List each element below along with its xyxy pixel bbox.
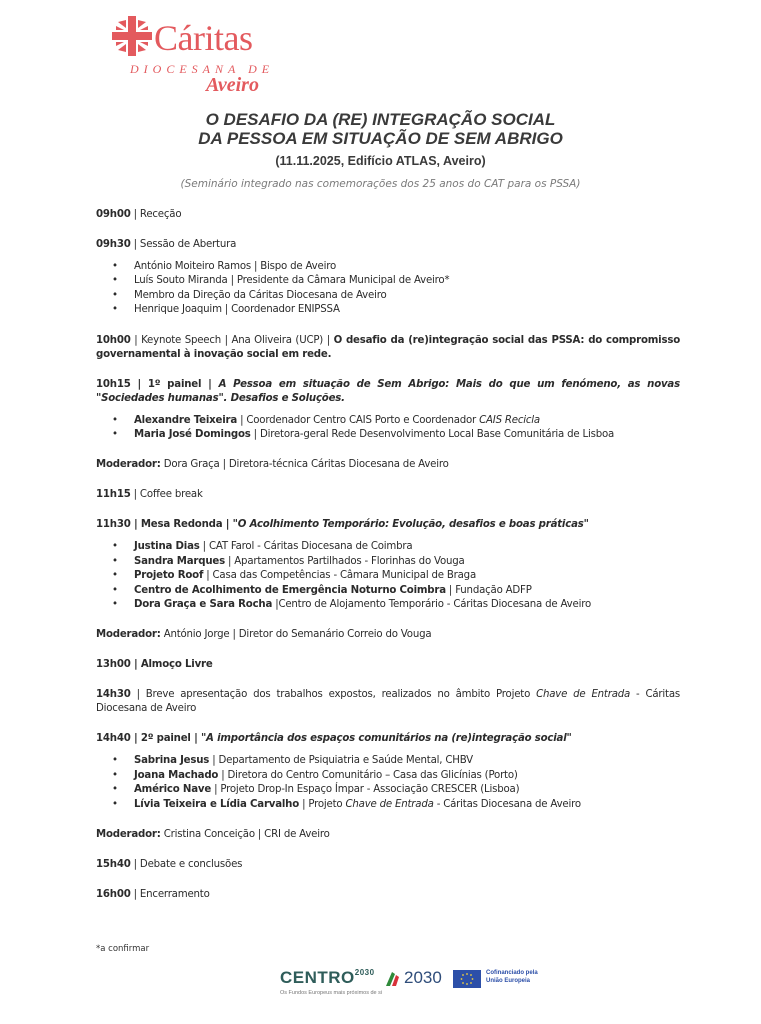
title-line-2: DA PESSOA EM SITUAÇÃO DE SEM ABRIGO xyxy=(198,129,563,148)
list-item: • Justina Dias | CAT Farol - Cáritas Diocesana de Coimbra xyxy=(134,540,680,554)
program-item-coffee: 11h15 | Coffee break xyxy=(96,489,203,501)
program-item-reception: 09h00 | Receção xyxy=(96,209,182,220)
speaker-role: Centro de Alojamento Temporário - Cáritas Diocesana de Aveiro xyxy=(278,599,592,611)
eu-flag-icon xyxy=(453,970,481,988)
list-item: • António Moiteiro Ramos | Bispo de Aveiro xyxy=(134,260,680,274)
caritas-logo xyxy=(110,12,275,96)
logo-city: Aveiro xyxy=(206,74,259,96)
eu-line-2: União Europeia xyxy=(486,978,531,984)
speaker-name: Projeto Roof xyxy=(134,570,204,582)
eu-cofinanced-text xyxy=(486,969,538,985)
list-item: • Luís Souto Miranda | Presidente da Câmara Municipal de Aveiro* xyxy=(134,274,680,288)
list-item: • Centro de Acolhimento de Emergência Noturno Coimbra | Fundação ADFP xyxy=(134,584,680,598)
program xyxy=(96,208,680,918)
item-text: Coffee break xyxy=(139,489,203,501)
time: 14h30 xyxy=(96,689,131,701)
panel-1-moderator xyxy=(96,458,680,472)
program-item-closing: 16h00 | Encerramento xyxy=(96,889,210,901)
speaker-name: Sabrina Jesus xyxy=(134,755,210,767)
speaker-name: Lívia Teixeira e Lídia Carvalho xyxy=(134,798,300,810)
time: 09h30 xyxy=(96,239,131,250)
time: 09h00 xyxy=(96,209,131,220)
portugal-2030-icon xyxy=(384,970,402,988)
opening-speakers xyxy=(96,260,680,318)
round-table-speakers xyxy=(96,540,680,612)
speaker-role: Diretora-geral Rede Desenvolvimento Local Base Comunitária de Lisboa xyxy=(259,429,615,441)
footnote: *a confirmar xyxy=(96,944,150,954)
centro-text: CENTRO xyxy=(280,968,355,987)
centro-tagline: Os Fundos Europeus mais próximos de si xyxy=(280,990,383,996)
moderator-name: António Jorge | Diretor do Semanário Correio do Vouga xyxy=(163,629,432,641)
speaker-role: Fundação ADFP xyxy=(455,584,532,596)
item-text: Sessão de Abertura xyxy=(139,239,237,250)
time: 16h00 xyxy=(96,889,131,901)
program-item-panel-2: 14h40 | 2º painel | "A importância dos espaços comunitários na (re)integração social" xyxy=(96,733,572,745)
moderator-label: Moderador: xyxy=(96,629,161,641)
list-item: • Projeto Roof | Casa das Competências - Câmara Municipal de Braga xyxy=(134,569,680,583)
speaker-name: Américo Nave xyxy=(134,784,212,796)
moderator-label: Moderador: xyxy=(96,829,161,841)
time: 15h40 xyxy=(96,859,131,871)
logo-name: Cáritas xyxy=(154,18,253,58)
time: 10h15 xyxy=(96,378,131,390)
panel-title: A Pessoa em situação de Sem Abrigo: Mais do que um fenómeno, as novas "Sociedades humanas". Desafios e Soluções. xyxy=(96,378,680,404)
moderator-name: Cristina Conceição | CRI de Aveiro xyxy=(163,829,330,841)
speaker-name: Dora Graça e Sara Rocha xyxy=(134,599,273,611)
list-item: • Lívia Teixeira e Lídia Carvalho | Projeto Chave de Entrada - Cáritas Diocesana de Aveiro xyxy=(134,798,680,812)
list-item: • Américo Nave | Projeto Drop-In Espaço Ímpar - Associação CRESCER (Lisboa) xyxy=(134,783,680,797)
time: 10h00 xyxy=(96,334,131,346)
time: 11h15 xyxy=(96,489,131,501)
title-line-1: O DESAFIO DA (RE) INTEGRAÇÃO SOCIAL xyxy=(205,110,556,129)
item-text: Encerramento xyxy=(139,889,210,901)
panel-2-moderator xyxy=(96,828,680,842)
panel-1-speakers xyxy=(96,414,680,443)
list-item: • Henrique Joaquim | Coordenador ENIPSSA xyxy=(134,303,680,317)
date-place: (11.11.2025, Edifício ATLAS, Aveiro) xyxy=(275,154,486,168)
moderator-name: Dora Graça | Diretora-técnica Cáritas Diocesana de Aveiro xyxy=(163,459,449,471)
project-name: Chave de Entrada xyxy=(536,689,631,701)
speaker-role: Apartamentos Partilhados - Florinhas do Vouga xyxy=(234,555,465,567)
panel-2-speakers xyxy=(96,754,680,812)
list-item: • Dora Graça e Sara Rocha |Centro de Alojamento Temporário - Cáritas Diocesana de Aveiro xyxy=(134,598,680,612)
list-item: • Maria José Domingos | Diretora-geral Rede Desenvolvimento Local Base Comunitária de Lisboa xyxy=(134,428,680,442)
time: 14h40 xyxy=(96,733,131,745)
panel-label: 2º painel | xyxy=(140,733,198,745)
speaker-name: Maria José Domingos xyxy=(134,429,251,441)
eu-line-1: Cofinanciado pela xyxy=(486,970,538,976)
list-item: • Sandra Marques | Apartamentos Partilhados - Florinhas do Vouga xyxy=(134,555,680,569)
round-table-moderator xyxy=(96,628,680,642)
item-text-2: - Cáritas Diocesana de Aveiro xyxy=(96,689,681,715)
moderator-label: Moderador: xyxy=(96,459,161,471)
caritas-cross-icon xyxy=(110,14,154,58)
keynote-title: O desafio da (re)integração social das PSSA: do compromisso governamental à inovação social em rede. xyxy=(96,334,681,360)
time: 11h30 xyxy=(96,519,131,531)
speaker-role-italic: CAIS Recicla xyxy=(479,414,540,426)
item-text: Almoço Livre xyxy=(140,659,213,671)
panel-title: "A importância dos espaços comunitários na (re)integração social" xyxy=(200,733,572,745)
item-text: Receção xyxy=(139,209,182,220)
item-text: Breve apresentação dos trabalhos expostos, realizados no âmbito Projeto xyxy=(145,689,531,701)
program-item-opening: 09h30 | Sessão de Abertura xyxy=(96,239,237,250)
portugal-2030-text: 2030 xyxy=(404,968,442,987)
list-item: • Sabrina Jesus | Departamento de Psiquiatria e Saúde Mental, CHBV xyxy=(134,754,680,768)
speaker-name: Alexandre Teixeira xyxy=(134,414,238,426)
funding-logos xyxy=(280,966,580,1006)
centro-year: 2030 xyxy=(354,968,375,977)
centro-2030-logo xyxy=(280,968,375,988)
speaker-role: Departamento de Psiquiatria e Saúde Mental, CHBV xyxy=(218,755,473,767)
list-item: • Joana Machado | Diretora do Centro Comunitário – Casa das Glicínias (Porto) xyxy=(134,769,680,783)
logo-subtitle: DIOCESANA DE xyxy=(130,62,275,76)
seminar-note: (Seminário integrado nas comemorações dos 25 anos do CAT para os PSSA) xyxy=(180,178,581,190)
speaker-role: CAT Farol - Cáritas Diocesana de Coimbra xyxy=(208,541,413,553)
item-text: Debate e conclusões xyxy=(139,859,243,871)
speaker-name: Justina Dias xyxy=(134,541,200,553)
speaker-name: Joana Machado xyxy=(134,769,219,781)
panel-label: 1º painel | xyxy=(147,378,212,390)
speaker-role: Projeto Drop-In Espaço Ímpar - Associação CRESCER (Lisboa) xyxy=(220,784,520,796)
program-item-round-table: 11h30 | Mesa Redonda | "O Acolhimento Temporário: Evolução, desafios e boas práticas" xyxy=(96,519,589,531)
panel-title: "O Acolhimento Temporário: Evolução, desafios e boas práticas" xyxy=(232,519,589,531)
speaker-name: Centro de Acolhimento de Emergência Noturno Coimbra xyxy=(134,584,446,596)
speaker-role-italic: Chave de Entrada xyxy=(345,798,434,810)
program-item-lunch: 13h00 | Almoço Livre xyxy=(96,659,213,671)
time: 13h00 xyxy=(96,659,131,671)
program-item-panel-1: 10h15 | 1º painel | A Pessoa em situação de Sem Abrigo: Mais do que um fenómeno, as novas "Sociedades humanas". Desafios e Soluções. xyxy=(96,378,680,404)
program-item-debate: 15h40 | Debate e conclusões xyxy=(96,859,243,871)
speaker-name: Sandra Marques xyxy=(134,555,225,567)
program-item-keynote: 10h00 | Keynote Speech | Ana Oliveira (UCP) | O desafio da (re)integração social das PSSA: do compromisso governamental à inovação social em rede. xyxy=(96,334,681,360)
speaker-role: - Cáritas Diocesana de Aveiro xyxy=(436,798,581,810)
item-text: Keynote Speech | Ana Oliveira (UCP) | xyxy=(141,334,330,346)
speaker-role: Diretora do Centro Comunitário – Casa das Glicínias (Porto) xyxy=(227,769,518,781)
speaker-role: Coordenador Centro CAIS Porto e Coordenador xyxy=(246,414,477,426)
list-item: • Alexandre Teixeira | Coordenador Centro CAIS Porto e Coordenador CAIS Recicla xyxy=(134,414,680,428)
program-item-presentation: 14h30 | Breve apresentação dos trabalhos expostos, realizados no âmbito Projeto Chave de Entrada - Cáritas Diocesana de Aveiro xyxy=(96,689,681,715)
panel-label: Mesa Redonda | xyxy=(140,519,230,531)
speaker-role: Casa das Competências - Câmara Municipal de Braga xyxy=(212,570,476,582)
document-title xyxy=(0,110,761,148)
speaker-role-pre: Projeto xyxy=(308,798,343,810)
list-item: • Membro da Direção da Cáritas Diocesana de Aveiro xyxy=(134,289,680,303)
